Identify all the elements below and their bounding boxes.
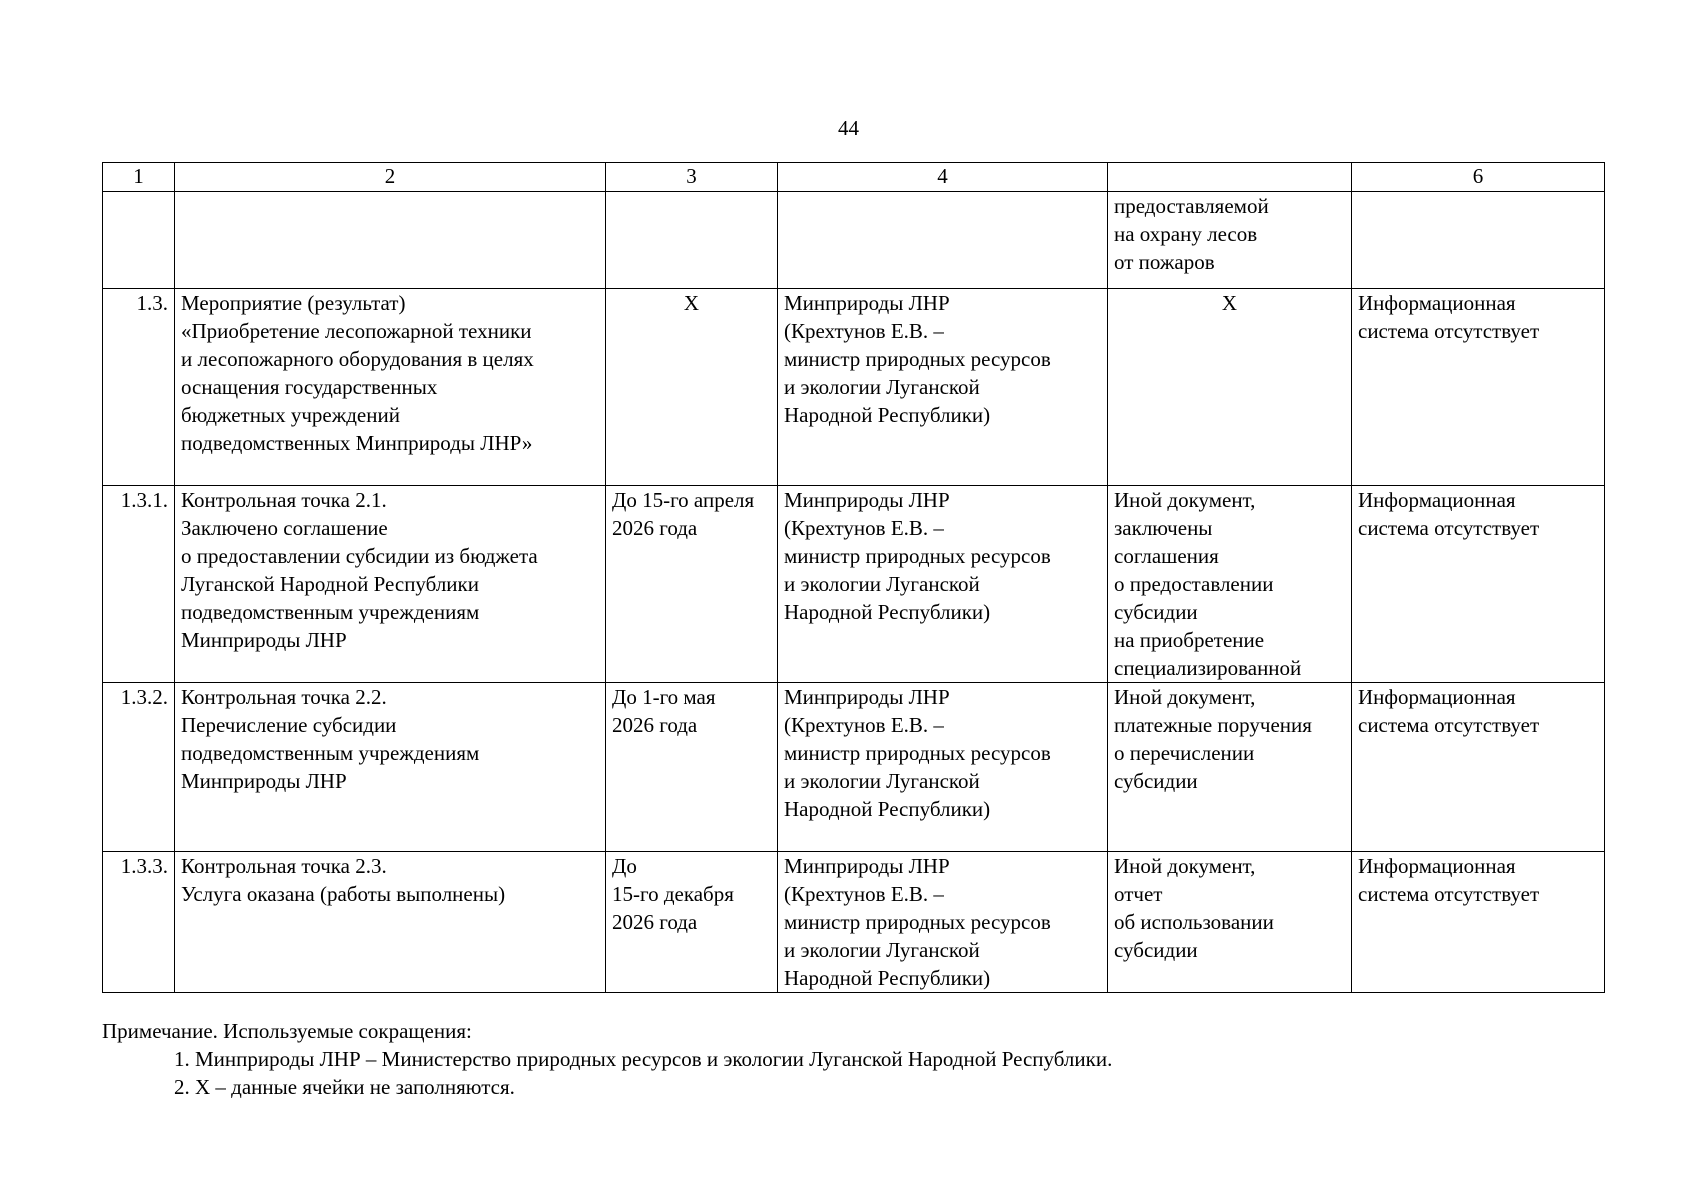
table-cell: Х	[606, 289, 778, 486]
notes-section	[102, 1017, 1602, 1101]
table-row	[103, 289, 1605, 486]
table-row	[103, 192, 1605, 289]
table-cell: Иной документ, платежные поручения о перечислении субсидии	[1108, 683, 1352, 852]
table-cell: Информационная система отсутствует	[1352, 683, 1605, 852]
column-header: 2	[175, 163, 606, 192]
table-cell: Иной документ, отчет об использовании субсидии	[1108, 852, 1352, 993]
table-cell: Информационная система отсутствует	[1352, 289, 1605, 486]
plan-table	[102, 162, 1605, 993]
column-header: 1	[103, 163, 175, 192]
table-cell: 1.3.2.	[103, 683, 175, 852]
column-header: 3	[606, 163, 778, 192]
table-cell	[103, 192, 175, 289]
table-cell: Информационная система отсутствует	[1352, 486, 1605, 683]
table-cell	[1352, 192, 1605, 289]
table-cell: предоставляемой на охрану лесов от пожаров	[1108, 192, 1352, 289]
table-cell	[606, 192, 778, 289]
table-cell: До 1-го мая 2026 года	[606, 683, 778, 852]
table-cell: Контрольная точка 2.3. Услуга оказана (работы выполнены)	[175, 852, 606, 993]
column-header	[1108, 163, 1352, 192]
table-cell	[175, 192, 606, 289]
table-row	[103, 683, 1605, 852]
table-cell: Минприроды ЛНР (Крехтунов Е.В. – министр природных ресурсов и экологии Луганской Народной Республики)	[778, 683, 1108, 852]
table-cell	[778, 192, 1108, 289]
table-cell: До 15-го апреля 2026 года	[606, 486, 778, 683]
note-item: 2. Х – данные ячейки не заполняются.	[174, 1075, 515, 1099]
table-cell: До 15-го декабря 2026 года	[606, 852, 778, 993]
table-row	[103, 486, 1605, 683]
table-cell: Контрольная точка 2.2. Перечисление субсидии подведомственным учреждениям Минприроды ЛНР	[175, 683, 606, 852]
table-cell: 1.3.1.	[103, 486, 175, 683]
notes-title: Примечание. Используемые сокращения:	[102, 1019, 472, 1043]
table-cell: Контрольная точка 2.1. Заключено соглашение о предоставлении субсидии из бюджета Луганской Народной Республики подведомственным учреждениям Минприроды ЛНР	[175, 486, 606, 683]
table-header-row	[103, 163, 1605, 192]
column-header: 6	[1352, 163, 1605, 192]
column-header: 4	[778, 163, 1108, 192]
table-cell: Мероприятие (результат) «Приобретение лесопожарной техники и лесопожарного оборудования в целях оснащения государственных бюджетных учреждений подведомственных Минприроды ЛНР»	[175, 289, 606, 486]
table-cell: Минприроды ЛНР (Крехтунов Е.В. – министр природных ресурсов и экологии Луганской Народной Республики)	[778, 852, 1108, 993]
page-number: 44	[838, 116, 859, 140]
table-row	[103, 852, 1605, 993]
table-cell: Минприроды ЛНР (Крехтунов Е.В. – министр природных ресурсов и экологии Луганской Народной Республики)	[778, 289, 1108, 486]
table-cell: Иной документ, заключены соглашения о предоставлении субсидии на приобретение специализированной	[1108, 486, 1352, 683]
note-item: 1. Минприроды ЛНР – Министерство природных ресурсов и экологии Луганской Народной Республики.	[174, 1047, 1113, 1071]
table-cell: Минприроды ЛНР (Крехтунов Е.В. – министр природных ресурсов и экологии Луганской Народной Республики)	[778, 486, 1108, 683]
table-cell: Х	[1108, 289, 1352, 486]
table-cell: 1.3.3.	[103, 852, 175, 993]
table-cell: Информационная система отсутствует	[1352, 852, 1605, 993]
table-cell: 1.3.	[103, 289, 175, 486]
